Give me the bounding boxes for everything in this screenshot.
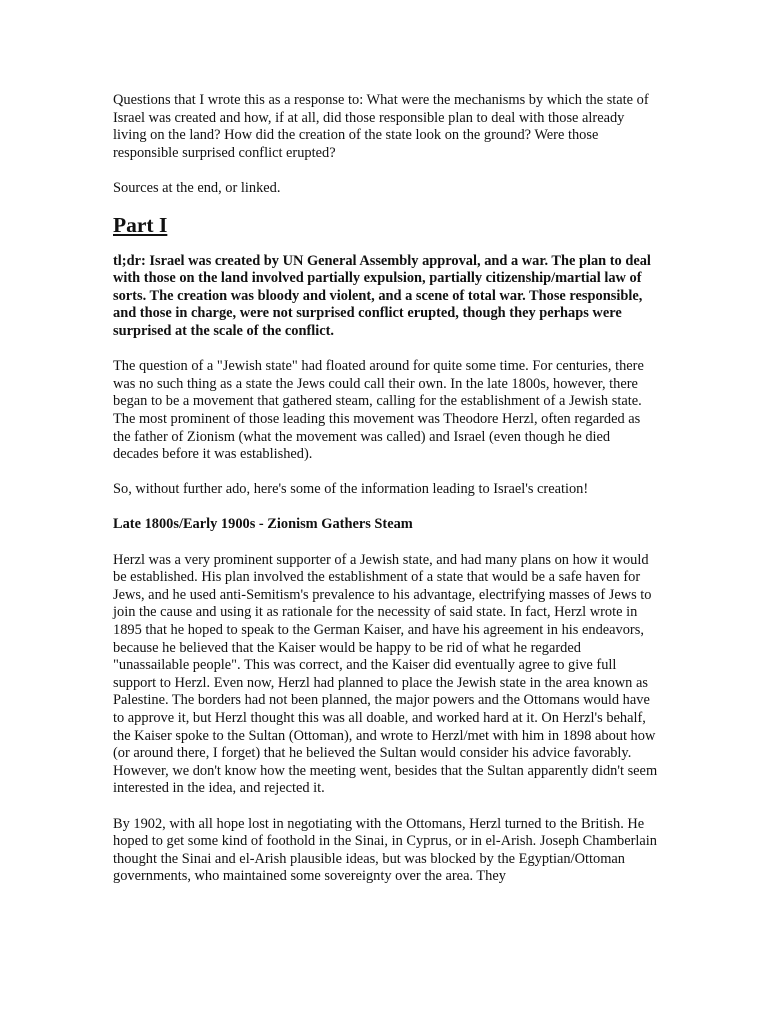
section-heading: Late 1800s/Early 1900s - Zionism Gathers Steam	[113, 516, 413, 533]
body-paragraph-2: So, without further ado, here's some of the information leading to Israel's creation!	[113, 481, 589, 498]
part-heading: Part I	[113, 212, 168, 237]
sources-note: Sources at the end, or linked.	[113, 179, 281, 196]
body-paragraph-4: By 1902, with all hope lost in negotiating with the Ottomans, Herzl turned to the British. He hoped to get some kind of foothold in the Sinai, in Cyprus, or in el-Arish. Joseph Chamberlain thought the Sinai and el-Arish plausible ideas, but was blocked by the Egyptian/Ottoman governments, who maintained some sovereignty over the area. They	[113, 815, 657, 885]
document-page	[113, 92, 658, 904]
body-paragraph-3: Herzl was a very prominent supporter of a Jewish state, and had many plans on how it would be established. His plan involved the establishment of a state that would be a safe haven for Jews, and he used anti-Semitism's prevalence to his advantage, electrifying masses of Jews to join the cause and using it as rationale for the necessity of said state. In fact, Herzl wrote in 1895 that he hoped to speak to the German Kaiser, and have his agreement in his endeavors, because he believed that the Kaiser would be happy to be rid of what he regarded "unassailable people". This was correct, and the Kaiser did eventually agree to give full support to Herzl. Even now, Herzl had planned to place the Jewish state in the area known as Palestine. The borders had not been planned, the major powers and the Ottomans would have to approve it, but Herzl thought this was all doable, and worked hard at it. On Herzl's behalf, the Kaiser spoke to the Sultan (Ottoman), and wrote to Herzl/met with him in 1898 about how (or around there, I forget) that he believed the Sultan would consider his advice favorably. However, we don't know how the meeting went, besides that the Sultan apparently didn't seem interested in the idea, and rejected it.	[113, 551, 658, 797]
tldr-summary: tl;dr: Israel was created by UN General Assembly approval, and a war. The plan to deal with those on the land involved partially expulsion, partially citizenship/martial law of sorts. The creation was bloody and violent, and a scene of total war. Those responsible, and those in charge, were not surprised conflict erupted, though they perhaps were surprised at the scale of the conflict.	[113, 252, 651, 339]
intro-paragraph: Questions that I wrote this as a response to: What were the mechanisms by which the state of Israel was created and how, if at all, did those responsible plan to deal with those already living on the land? How did the creation of the state look on the ground? Were those responsible surprised conflict erupted?	[113, 92, 649, 161]
body-paragraph-1: The question of a "Jewish state" had floated around for quite some time. For centuries, there was no such thing as a state the Jews could call their own. In the late 1800s, however, there began to be a movement that gathered steam, calling for the establishment of a Jewish state. The most prominent of those leading this movement was Theodore Herzl, often regarded as the father of Zionism (what the movement was called) and Israel (even though he died decades before it was established).	[113, 358, 644, 463]
